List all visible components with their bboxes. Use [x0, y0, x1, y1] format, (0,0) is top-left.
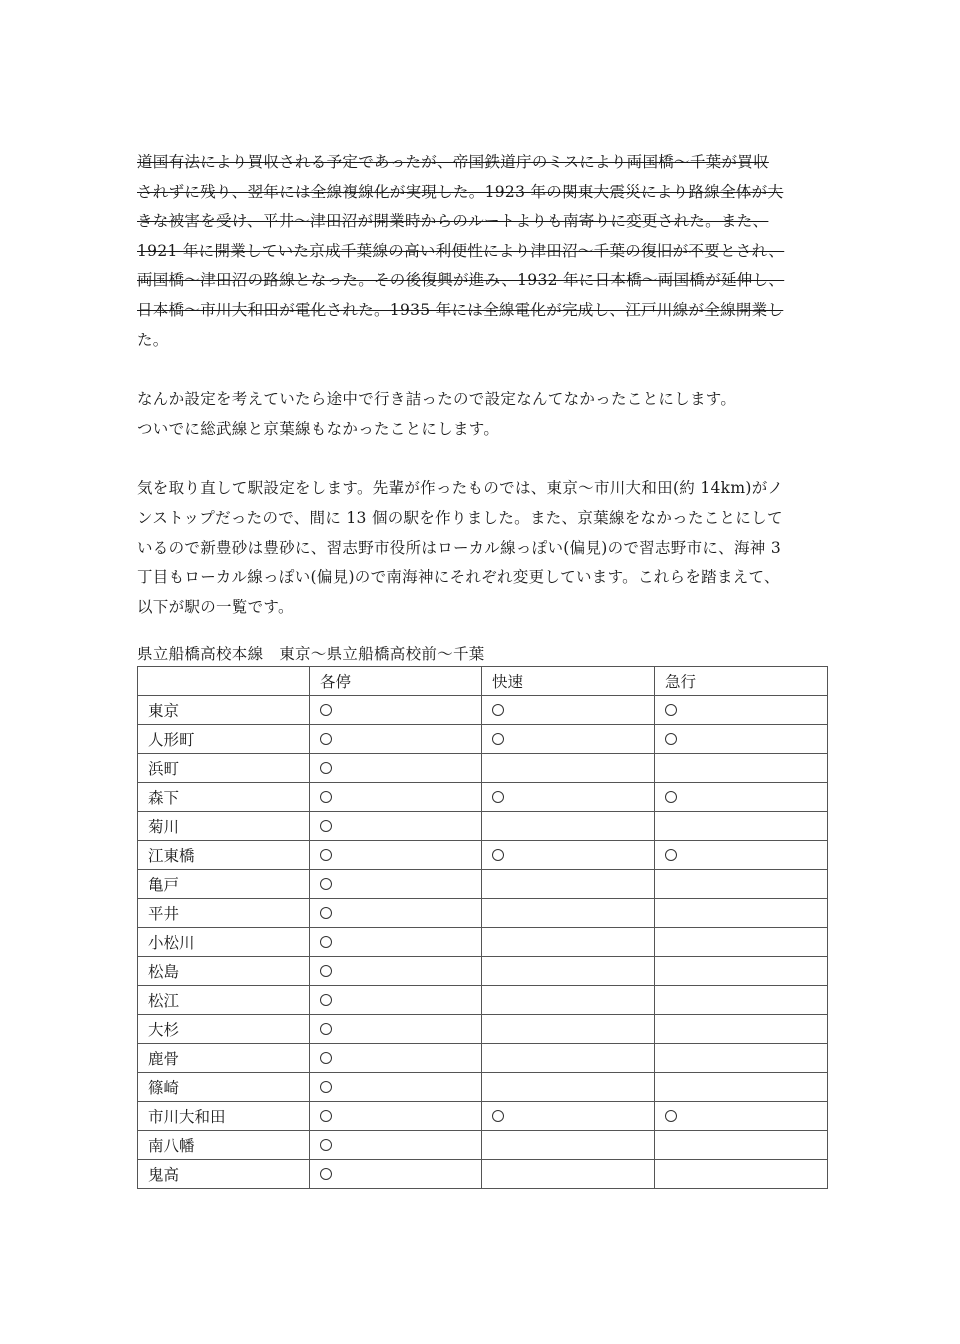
station-rows	[138, 696, 828, 1189]
table-row	[138, 899, 828, 928]
station-setting-line: ンストップだったので、間に 13 個の駅を作りました。また、京葉線をなかったことにして	[137, 508, 783, 527]
stop-cell	[655, 1102, 828, 1131]
stop-circle-icon	[492, 704, 504, 716]
stop-cell	[655, 1044, 828, 1073]
stop-cell	[310, 1102, 482, 1131]
station-name-cell: 江東橋	[138, 841, 310, 870]
station-name-cell: 浜町	[138, 754, 310, 783]
stop-circle-icon	[320, 820, 332, 832]
table-row	[138, 783, 828, 812]
stop-circle-icon	[320, 878, 332, 890]
station-name-cell: 南八幡	[138, 1131, 310, 1160]
table-row	[138, 1044, 828, 1073]
document-page	[137, 148, 827, 1189]
table-row	[138, 1160, 828, 1189]
station-name-cell: 鬼高	[138, 1160, 310, 1189]
stop-circle-icon	[320, 907, 332, 919]
header-cell-local: 各停	[310, 667, 482, 696]
stop-cell	[482, 812, 655, 841]
stop-cell	[482, 928, 655, 957]
struck-line: 1921 年に開業していた京成千葉線の高い利便性により津田沼〜千葉の復旧が不要とされ、	[137, 241, 785, 260]
stop-circle-icon	[665, 849, 677, 861]
stop-cell	[482, 783, 655, 812]
table-title: 県立船橋高校本線 東京〜県立船橋高校前〜千葉	[137, 645, 485, 664]
stop-circle-icon	[665, 704, 677, 716]
stop-cell	[482, 696, 655, 725]
stop-circle-icon	[492, 849, 504, 861]
stop-circle-icon	[320, 762, 332, 774]
station-name-cell: 小松川	[138, 928, 310, 957]
stop-circle-icon	[665, 733, 677, 745]
stop-cell	[655, 957, 828, 986]
header-cell-rapid: 快速	[482, 667, 655, 696]
header-cell-station	[138, 667, 310, 696]
station-setting-line: いるので新豊砂は豊砂に、習志野市役所はローカル線っぽい(偏見)ので習志野市に、海神 3	[137, 538, 781, 557]
stop-cell	[310, 870, 482, 899]
struck-line: きな被害を受け、平井〜津田沼が開業時からのルートよりも南寄りに変更された。また、	[137, 212, 769, 231]
stop-cell	[655, 1131, 828, 1160]
table-row	[138, 725, 828, 754]
table-row	[138, 986, 828, 1015]
table-row	[138, 870, 828, 899]
stop-circle-icon	[665, 791, 677, 803]
stop-cell	[482, 1044, 655, 1073]
stop-cell	[655, 928, 828, 957]
stop-cell	[655, 841, 828, 870]
stop-cell	[310, 783, 482, 812]
stop-circle-icon	[320, 965, 332, 977]
station-name-cell: 鹿骨	[138, 1044, 310, 1073]
stop-cell	[655, 812, 828, 841]
stop-cell	[482, 1073, 655, 1102]
stop-cell	[310, 812, 482, 841]
stop-cell	[482, 754, 655, 783]
stop-circle-icon	[492, 1110, 504, 1122]
stop-circle-icon	[320, 733, 332, 745]
stop-circle-icon	[320, 1110, 332, 1122]
station-name-cell: 亀戸	[138, 870, 310, 899]
stop-cell	[310, 696, 482, 725]
table-row	[138, 812, 828, 841]
station-name-cell: 松島	[138, 957, 310, 986]
table-header-row	[138, 667, 828, 696]
station-setting-line: 丁目もローカル線っぽい(偏見)ので南海神にそれぞれ変更しています。これらを踏まえて、	[137, 568, 780, 587]
stop-cell	[482, 1131, 655, 1160]
stop-circle-icon	[492, 733, 504, 745]
table-row	[138, 928, 828, 957]
note-line: ついでに総武線と京葉線もなかったことにします。	[137, 419, 500, 438]
stop-cell	[310, 899, 482, 928]
station-stop-table	[137, 666, 828, 1189]
header-cell-express: 急行	[655, 667, 828, 696]
stop-cell	[482, 986, 655, 1015]
struck-history-paragraph	[137, 148, 827, 355]
stop-circle-icon	[320, 849, 332, 861]
station-name-cell: 平井	[138, 899, 310, 928]
struck-line: 日本橋〜市川大和田が電化された。1935 年には全線電化が完成し、江戸川線が全線開業し	[137, 300, 784, 319]
stop-cell	[482, 870, 655, 899]
struck-line: されずに残り、翌年には全線複線化が実現した。1923 年の関東大震災により路線全体が大	[137, 182, 784, 201]
stop-cell	[310, 986, 482, 1015]
station-name-cell: 森下	[138, 783, 310, 812]
note-paragraph	[137, 385, 827, 444]
station-name-cell: 人形町	[138, 725, 310, 754]
stop-cell	[482, 1160, 655, 1189]
table-row	[138, 754, 828, 783]
stop-cell	[482, 725, 655, 754]
stop-cell	[310, 1015, 482, 1044]
stop-cell	[482, 1015, 655, 1044]
stop-circle-icon	[320, 1023, 332, 1035]
table-row	[138, 1131, 828, 1160]
stop-circle-icon	[492, 791, 504, 803]
stop-cell	[655, 754, 828, 783]
station-name-cell: 篠崎	[138, 1073, 310, 1102]
stop-cell	[310, 928, 482, 957]
table-row	[138, 1102, 828, 1131]
station-name-cell: 菊川	[138, 812, 310, 841]
table-row	[138, 957, 828, 986]
table-row	[138, 1015, 828, 1044]
station-name-cell: 東京	[138, 696, 310, 725]
stop-circle-icon	[320, 994, 332, 1006]
stop-cell	[310, 1131, 482, 1160]
station-setting-line: 気を取り直して駅設定をします。先輩が作ったものでは、東京〜市川大和田(約 14km)がノ	[137, 479, 784, 498]
stop-cell	[482, 899, 655, 928]
stop-cell	[310, 957, 482, 986]
table-row	[138, 841, 828, 870]
stop-cell	[310, 1044, 482, 1073]
stop-circle-icon	[320, 936, 332, 948]
stop-circle-icon	[665, 1110, 677, 1122]
station-setting-paragraph	[137, 474, 827, 622]
stop-cell	[482, 1102, 655, 1131]
stop-circle-icon	[320, 1139, 332, 1151]
stop-circle-icon	[320, 704, 332, 716]
stop-cell	[482, 957, 655, 986]
table-row	[138, 1073, 828, 1102]
note-line: なんか設定を考えていたら途中で行き詰ったので設定なんてなかったことにします。	[137, 390, 737, 409]
station-name-cell: 大杉	[138, 1015, 310, 1044]
stop-cell	[655, 1015, 828, 1044]
struck-line: 両国橋〜津田沼の路線となった。その後復興が進み、1932 年に日本橋〜両国橋が延伸し、	[137, 271, 785, 290]
stop-cell	[655, 1160, 828, 1189]
stop-cell	[310, 754, 482, 783]
stop-cell	[310, 725, 482, 754]
struck-line: た。	[137, 330, 169, 349]
stop-cell	[310, 841, 482, 870]
station-name-cell: 市川大和田	[138, 1102, 310, 1131]
struck-line: 道国有法により買収される予定であったが、帝国鉄道庁のミスにより両国橋〜千葉が買収	[137, 153, 769, 171]
stop-cell	[655, 899, 828, 928]
stop-cell	[482, 841, 655, 870]
station-setting-line: 以下が駅の一覧です。	[137, 597, 294, 616]
stop-cell	[655, 870, 828, 899]
stop-cell	[655, 725, 828, 754]
stop-cell	[655, 1073, 828, 1102]
stop-circle-icon	[320, 791, 332, 803]
stop-circle-icon	[320, 1168, 332, 1180]
stop-circle-icon	[320, 1081, 332, 1093]
stop-cell	[655, 986, 828, 1015]
table-row	[138, 696, 828, 725]
stop-cell	[655, 783, 828, 812]
stop-cell	[655, 696, 828, 725]
stop-cell	[310, 1073, 482, 1102]
stop-circle-icon	[320, 1052, 332, 1064]
stop-cell	[310, 1160, 482, 1189]
station-name-cell: 松江	[138, 986, 310, 1015]
